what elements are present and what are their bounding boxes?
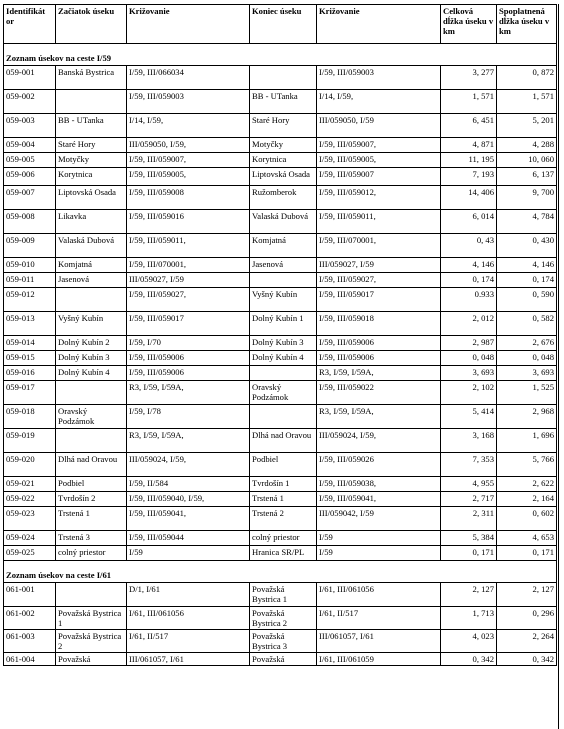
table-row (4, 288, 557, 312)
cell-toll-length: 5, 766 (497, 453, 557, 477)
cell-toll-length: 0, 872 (497, 66, 557, 90)
cell-id: 061-002 (4, 607, 56, 630)
table-row (4, 653, 557, 666)
cell-toll-length: 4, 653 (497, 531, 557, 546)
table-row (4, 258, 557, 273)
cell-end (250, 405, 317, 429)
cell-end: Dolný Kubín 3 (250, 336, 317, 351)
table-row (4, 168, 557, 186)
cell-id: 059-003 (4, 114, 56, 138)
cell-start: Korytnica (56, 168, 127, 186)
cell-id: 059-022 (4, 492, 56, 507)
cell-crossing-1: III/059024, I/59, (127, 453, 250, 477)
cell-end: Hranica SR/PL (250, 546, 317, 561)
cell-start: Dolný Kubín 4 (56, 366, 127, 381)
cell-crossing-2: I/59, III/070001, (317, 234, 441, 258)
cell-end: Ružomberok (250, 186, 317, 210)
cell-id: 059-020 (4, 453, 56, 477)
cell-start: Vyšný Kubín (56, 312, 127, 336)
cell-crossing-1: R3, I/59, I/59A, (127, 381, 250, 405)
table-row (4, 429, 557, 453)
table-row (4, 492, 557, 507)
cell-crossing-1: I/14, I/59, (127, 114, 250, 138)
cell-crossing-2: I/59, III/059006 (317, 336, 441, 351)
cell-toll-length: 0, 582 (497, 312, 557, 336)
cell-start: Trstená 3 (56, 531, 127, 546)
cell-end: Dolný Kubín 1 (250, 312, 317, 336)
cell-start: Dolný Kubín 3 (56, 351, 127, 366)
table-row (4, 66, 557, 90)
cell-end: colný priestor (250, 531, 317, 546)
cell-crossing-1: R3, I/59, I/59A, (127, 429, 250, 453)
table-row (4, 312, 557, 336)
cell-end: Valaská Dubová (250, 210, 317, 234)
cell-end: Staré Hory (250, 114, 317, 138)
cell-crossing-1: I/59, III/059007, (127, 153, 250, 168)
cell-end: Tvrdošín 1 (250, 477, 317, 492)
cell-toll-length: 2, 676 (497, 336, 557, 351)
cell-total-length: 2, 987 (441, 336, 497, 351)
cell-crossing-1: I/59, III/059027, (127, 288, 250, 312)
cell-crossing-2: I/59, III/059003 (317, 66, 441, 90)
header-total-length: Celková dĺžka úseku v km (441, 5, 497, 44)
cell-id: 059-017 (4, 381, 56, 405)
cell-total-length: 1, 571 (441, 90, 497, 114)
cell-toll-length: 0, 590 (497, 288, 557, 312)
cell-total-length: 0, 43 (441, 234, 497, 258)
cell-toll-length: 0, 174 (497, 273, 557, 288)
cell-total-length: 3, 168 (441, 429, 497, 453)
cell-crossing-2: III/061057, I/61 (317, 630, 441, 653)
cell-crossing-1: III/059050, I/59, (127, 138, 250, 153)
cell-start: Staré Hory (56, 138, 127, 153)
cell-end: Liptovská Osada (250, 168, 317, 186)
cell-end: Považská Bystrica 3 (250, 630, 317, 653)
cell-id: 059-001 (4, 66, 56, 90)
cell-crossing-2: I/59, III/059012, (317, 186, 441, 210)
cell-id: 061-004 (4, 653, 56, 666)
table-row (4, 186, 557, 210)
cell-start (56, 288, 127, 312)
cell-id: 059-016 (4, 366, 56, 381)
section-title: Zoznam úsekov na ceste I/61 (4, 561, 557, 583)
cell-start: colný priestor (56, 546, 127, 561)
cell-id: 059-023 (4, 507, 56, 531)
cell-end (250, 273, 317, 288)
cell-start: Tvrdošín 2 (56, 492, 127, 507)
cell-crossing-1: III/059027, I/59 (127, 273, 250, 288)
cell-total-length: 4, 023 (441, 630, 497, 653)
cell-crossing-1: I/61, II/517 (127, 630, 250, 653)
cell-crossing-1: I/59, I/70 (127, 336, 250, 351)
cell-end: Korytnica (250, 153, 317, 168)
cell-start: Dlhá nad Oravou (56, 453, 127, 477)
cell-total-length: 4, 871 (441, 138, 497, 153)
header-start: Začiatok úseku (56, 5, 127, 44)
table-row (4, 583, 557, 607)
cell-id: 059-008 (4, 210, 56, 234)
cell-toll-length: 2, 127 (497, 583, 557, 607)
cell-total-length: 0, 342 (441, 653, 497, 666)
header-crossing-2: Križovanie (317, 5, 441, 44)
cell-start: Považská Bystrica 1 (56, 607, 127, 630)
cell-start: Podbiel (56, 477, 127, 492)
cell-crossing-2: I/14, I/59, (317, 90, 441, 114)
cell-total-length: 6, 451 (441, 114, 497, 138)
cell-toll-length: 3, 693 (497, 366, 557, 381)
cell-total-length: 7, 353 (441, 453, 497, 477)
cell-end: Podbiel (250, 453, 317, 477)
cell-crossing-2: I/59, III/059017 (317, 288, 441, 312)
cell-toll-length: 0, 296 (497, 607, 557, 630)
cell-id: 059-015 (4, 351, 56, 366)
cell-total-length: 0, 174 (441, 273, 497, 288)
cell-id: 059-018 (4, 405, 56, 429)
cell-toll-length: 5, 201 (497, 114, 557, 138)
cell-total-length: 14, 406 (441, 186, 497, 210)
cell-crossing-2: I/59, III/059026 (317, 453, 441, 477)
cell-id: 059-025 (4, 546, 56, 561)
cell-crossing-1: I/59, III/066034 (127, 66, 250, 90)
cell-start: Motyčky (56, 153, 127, 168)
cell-crossing-1: D/1, I/61 (127, 583, 250, 607)
cell-total-length: 0, 171 (441, 546, 497, 561)
header-toll-length: Spoplatnená dĺžka úseku v km (497, 5, 557, 44)
cell-crossing-1: I/59, III/059017 (127, 312, 250, 336)
cell-total-length: 11, 195 (441, 153, 497, 168)
cell-toll-length: 4, 146 (497, 258, 557, 273)
cell-start: Dolný Kubín 2 (56, 336, 127, 351)
cell-crossing-2: I/59, III/059027, (317, 273, 441, 288)
table-edge-line (558, 4, 559, 729)
table-row (4, 366, 557, 381)
section-row (4, 44, 557, 66)
cell-end: Komjatná (250, 234, 317, 258)
cell-start: Trstená 1 (56, 507, 127, 531)
cell-crossing-2: I/61, III/061059 (317, 653, 441, 666)
section-title: Zoznam úsekov na ceste I/59 (4, 44, 557, 66)
cell-crossing-2: I/59, III/059005, (317, 153, 441, 168)
cell-toll-length: 6, 137 (497, 168, 557, 186)
cell-crossing-2: I/59, III/059038, (317, 477, 441, 492)
cell-crossing-1: I/59, III/059041, (127, 507, 250, 531)
cell-start: Komjatná (56, 258, 127, 273)
cell-total-length: 0.933 (441, 288, 497, 312)
cell-toll-length: 4, 288 (497, 138, 557, 153)
header-row (4, 5, 557, 44)
cell-start (56, 381, 127, 405)
cell-crossing-1: I/59, III/059040, I/59, (127, 492, 250, 507)
cell-id: 059-011 (4, 273, 56, 288)
table-row (4, 114, 557, 138)
table-row (4, 234, 557, 258)
cell-start: Banská Bystrica (56, 66, 127, 90)
cell-total-length: 2, 102 (441, 381, 497, 405)
cell-start: Jasenová (56, 273, 127, 288)
cell-id: 059-014 (4, 336, 56, 351)
cell-crossing-2: I/59, III/059007, (317, 138, 441, 153)
cell-crossing-1: I/59, III/059005, (127, 168, 250, 186)
cell-crossing-2: III/059027, I/59 (317, 258, 441, 273)
cell-end (250, 66, 317, 90)
cell-total-length: 5, 414 (441, 405, 497, 429)
cell-id: 059-024 (4, 531, 56, 546)
table-row (4, 210, 557, 234)
cell-crossing-2: I/59, III/059006 (317, 351, 441, 366)
cell-crossing-1: I/59, III/059006 (127, 366, 250, 381)
cell-total-length: 4, 955 (441, 477, 497, 492)
cell-crossing-2: III/059050, I/59 (317, 114, 441, 138)
road-sections-table (3, 4, 557, 666)
cell-end: Dlhá nad Oravou (250, 429, 317, 453)
cell-crossing-1: III/061057, I/61 (127, 653, 250, 666)
cell-toll-length: 2, 164 (497, 492, 557, 507)
cell-id: 059-012 (4, 288, 56, 312)
table-row (4, 607, 557, 630)
cell-end: Považská Bystrica 2 (250, 607, 317, 630)
cell-crossing-1: I/59, III/059044 (127, 531, 250, 546)
cell-start: Považská (56, 653, 127, 666)
cell-end: Trstená 1 (250, 492, 317, 507)
cell-id: 059-006 (4, 168, 56, 186)
table-row (4, 90, 557, 114)
cell-toll-length: 1, 696 (497, 429, 557, 453)
cell-id: 061-003 (4, 630, 56, 653)
cell-total-length: 2, 127 (441, 583, 497, 607)
cell-crossing-2: I/59, III/059041, (317, 492, 441, 507)
cell-toll-length: 0, 342 (497, 653, 557, 666)
header-end: Koniec úseku (250, 5, 317, 44)
table-row (4, 546, 557, 561)
cell-end: BB - UTanka (250, 90, 317, 114)
cell-toll-length: 4, 784 (497, 210, 557, 234)
cell-crossing-1: I/59, III/070001, (127, 258, 250, 273)
cell-id: 059-002 (4, 90, 56, 114)
cell-crossing-2: I/59, III/059007 (317, 168, 441, 186)
cell-toll-length: 0, 048 (497, 351, 557, 366)
cell-crossing-2: I/61, III/061056 (317, 583, 441, 607)
cell-id: 059-005 (4, 153, 56, 168)
cell-end: Považská (250, 653, 317, 666)
cell-id: 059-009 (4, 234, 56, 258)
cell-crossing-2: I/61, II/517 (317, 607, 441, 630)
cell-crossing-2: III/059042, I/59 (317, 507, 441, 531)
cell-crossing-1: I/59, I/78 (127, 405, 250, 429)
cell-toll-length: 0, 602 (497, 507, 557, 531)
cell-total-length: 3, 277 (441, 66, 497, 90)
cell-id: 059-021 (4, 477, 56, 492)
cell-total-length: 2, 012 (441, 312, 497, 336)
table-row (4, 153, 557, 168)
cell-crossing-1: I/59, II/584 (127, 477, 250, 492)
table-row (4, 351, 557, 366)
header-crossing-1: Križovanie (127, 5, 250, 44)
table-row (4, 507, 557, 531)
cell-toll-length: 2, 968 (497, 405, 557, 429)
cell-crossing-1: I/61, III/061056 (127, 607, 250, 630)
table-row (4, 477, 557, 492)
cell-crossing-1: I/59, III/059006 (127, 351, 250, 366)
cell-start (56, 90, 127, 114)
cell-end: Dolný Kubín 4 (250, 351, 317, 366)
cell-crossing-2: I/59 (317, 546, 441, 561)
table-row (4, 453, 557, 477)
cell-crossing-1: I/59, III/059016 (127, 210, 250, 234)
section-row (4, 561, 557, 583)
cell-start (56, 429, 127, 453)
cell-toll-length: 9, 700 (497, 186, 557, 210)
cell-toll-length: 10, 060 (497, 153, 557, 168)
cell-start: BB - UTanka (56, 114, 127, 138)
cell-end: Trstená 2 (250, 507, 317, 531)
cell-total-length: 4, 146 (441, 258, 497, 273)
cell-total-length: 1, 713 (441, 607, 497, 630)
cell-total-length: 6, 014 (441, 210, 497, 234)
cell-toll-length: 0, 430 (497, 234, 557, 258)
cell-toll-length: 2, 622 (497, 477, 557, 492)
cell-id: 059-004 (4, 138, 56, 153)
table-row (4, 336, 557, 351)
cell-id: 059-010 (4, 258, 56, 273)
table-row (4, 273, 557, 288)
cell-total-length: 0, 048 (441, 351, 497, 366)
header-id: Identifikát or (4, 5, 56, 44)
cell-crossing-2: I/59, III/059011, (317, 210, 441, 234)
table-row (4, 405, 557, 429)
cell-total-length: 2, 311 (441, 507, 497, 531)
cell-crossing-2: R3, I/59, I/59A, (317, 405, 441, 429)
cell-crossing-2: I/59, III/059018 (317, 312, 441, 336)
cell-crossing-1: I/59, III/059011, (127, 234, 250, 258)
cell-id: 059-013 (4, 312, 56, 336)
table-row (4, 630, 557, 653)
cell-toll-length: 1, 525 (497, 381, 557, 405)
cell-end: Motyčky (250, 138, 317, 153)
cell-start: Oravský Podzámok (56, 405, 127, 429)
cell-id: 059-007 (4, 186, 56, 210)
cell-total-length: 2, 717 (441, 492, 497, 507)
cell-crossing-2: I/59 (317, 531, 441, 546)
cell-toll-length: 2, 264 (497, 630, 557, 653)
cell-crossing-2: III/059024, I/59, (317, 429, 441, 453)
cell-crossing-1: I/59, III/059008 (127, 186, 250, 210)
cell-start: Považská Bystrica 2 (56, 630, 127, 653)
cell-crossing-1: I/59, III/059003 (127, 90, 250, 114)
cell-toll-length: 0, 171 (497, 546, 557, 561)
cell-end: Vyšný Kubín (250, 288, 317, 312)
cell-crossing-2: R3, I/59, I/59A, (317, 366, 441, 381)
cell-start: Liptovská Osada (56, 186, 127, 210)
cell-crossing-2: I/59, III/059022 (317, 381, 441, 405)
cell-id: 059-019 (4, 429, 56, 453)
cell-start: Likavka (56, 210, 127, 234)
cell-end: Oravský Podzámok (250, 381, 317, 405)
cell-start (56, 583, 127, 607)
cell-start: Valaská Dubová (56, 234, 127, 258)
cell-end: Jasenová (250, 258, 317, 273)
cell-end: Považská Bystrica 1 (250, 583, 317, 607)
cell-id: 061-001 (4, 583, 56, 607)
cell-end (250, 366, 317, 381)
cell-total-length: 3, 693 (441, 366, 497, 381)
cell-total-length: 5, 384 (441, 531, 497, 546)
table-row (4, 138, 557, 153)
cell-crossing-1: I/59 (127, 546, 250, 561)
table-row (4, 381, 557, 405)
cell-toll-length: 1, 571 (497, 90, 557, 114)
table-row (4, 531, 557, 546)
cell-total-length: 7, 193 (441, 168, 497, 186)
